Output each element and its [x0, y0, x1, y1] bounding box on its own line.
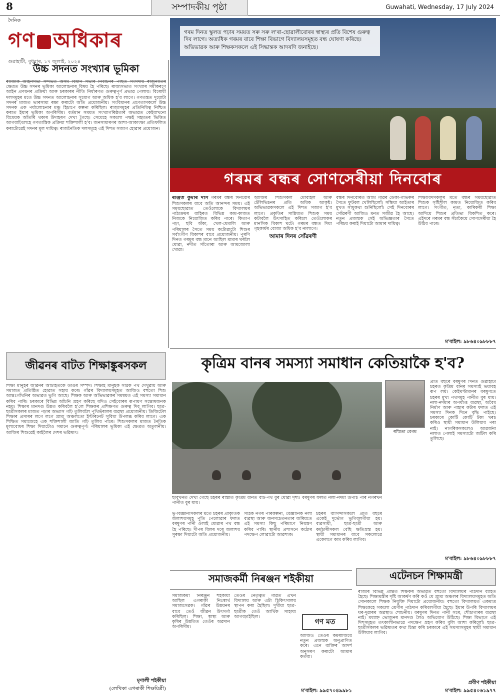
summer-headline: গৰমৰ বন্ধৰ সোণসেৰীয়া দিনবোৰ: [170, 168, 496, 192]
flood-column: ভূ-বিজ্ঞানীসকলৰ মতে চহৰৰ প্ৰাকৃতিক জলাশয়সমূহ পুতি পেলোৱাৰ ফলত বৰষুণৰ পানী ওলাই যোৱাৰ পথ বন্ধ হৈ পৰিছে। দীপৰ বিলৰ দৰে জলাশয় সুৰক্ষা দিয়াটো অতি প্ৰয়োজনীয়।: [172, 512, 240, 538]
logo-emblem-icon: [37, 35, 51, 49]
minister-headline: এটেনচন শিক্ষামন্ত্ৰী: [356, 568, 496, 586]
summer-article-column: [172, 196, 250, 346]
education-column-headline: জীৱনৰ বাটত শিক্ষাঙ্কুৰসকল: [6, 352, 166, 380]
summer-article-column: শিক্ষাবিদসকলৰ মতে বন্ধৰ সময়ছোৱাত শিশুক সৃষ্টিশীল কামত নিয়োজিত কৰিব লাগে। সংগীত, নৃত্য, কাৰিকৰী শিক্ষা আদিয়ে শিশুৰ প্ৰতিভা বিকশিত কৰে। এইদৰে গৰমৰ বন্ধ সঁচাকৈয়ে সোণসেৰীয়া হৈ উঠিব পাৰে।: [418, 196, 496, 227]
social-worker-headline: সমাজকৰ্মী নিৰঞ্জন শইকীয়া: [170, 570, 352, 590]
author-name: ৰশ্মিতা বেগম: [393, 430, 417, 435]
summer-col2: আজিৰ শিশুসকল মোবাইল আৰু টেলিভিচনৰ প্ৰতি অধিক আকৃষ্ট। অভিভাৱকসকলে এই দিশত সজাগ হ'ব লাগে। প্ৰকৃতিৰ সান্নিধ্যত শিশুক সময় কটাবলৈ উৎসাহিত কৰিলে তেওঁলোকৰ মানসিক বিকাশ ঘটে। গৰমৰ বন্ধত দিয়া গৃহকাৰ্যৰ বোজা অধিক হ'ব নালাগে।: [254, 196, 332, 233]
masthead: [8, 18, 168, 65]
summer-article-column: বন্ধৰ দিনবোৰত আমি গাঁৱৰ ডেকা-গাভৰুৰ সৈতে ফুটবল খেলিছিলোঁ। সন্ধিয়া আইতাৰ মুখত সাধুকথা শুনিছিলোঁ। সেই দিনবোৰৰ সোঁৱৰণী আজিও মনত সজীৱ হৈ আছে। নতুন প্ৰজন্মক সেই অভিজ্ঞতাৰ সৈতে পৰিচয় কৰাই দিয়াটো আমাৰ দায়িত্ব।: [336, 196, 414, 227]
summer-contact: ম'বাইল: ৯৮৬৪০৯৮৮৮৭: [445, 339, 496, 345]
education-column: [6, 384, 166, 696]
page-header: [0, 0, 500, 16]
figure-shape: [292, 470, 301, 480]
masthead-logo: [8, 26, 168, 59]
editorial-body: ৰাজ্যিক আইনসভা সন্দৰ্ভত অসম বিধান সভাৰ নিৰ্বাচনৰ পাছত সংসদীয় ৰাজনীতিৰ ক্ষেত্ৰত উচ্চ সদনৰ ভূমিকা আলোচনাৰ বিষয় হৈ পৰিছে। ৰাজ্যসভাত সংখ্যাৰ সমীকৰণে আইন প্ৰণয়নৰ প্ৰক্ৰিয়া আৰু চৰকাৰৰ নীতি নিৰ্ধাৰণত গুৰুত্বপূৰ্ণ প্ৰভাৱ পেলায়। বিৰোধী দলসমূহৰ মতে উচ্চ সদনত আলোচনাৰ সুযোগ আৰু অধিক হ'ব লাগে। গণতন্ত্ৰত দুয়োটা সদনৰ মাজত ভাৰসাম্য ৰক্ষা কৰাটো অতি প্ৰয়োজনীয়। সংবিধানৰ প্ৰণেতাসকলে উচ্চ সদনক এক পৰ্যালোচনাৰ মঞ্চ হিচাপে কল্পনা কৰিছিল। ৰাজ্যসমূহৰ প্ৰতিনিধিত্ব নিশ্চিত কৰাত ইয়াৰ ভূমিকা অপৰিসীম। বৰ্তমান সময়ত সংখ্যাগৰিষ্ঠতাৰ অভাৱত কেইবাখনো বিধেয়ক আঁতৰি থকাৰ উদাহৰণ দেখা গৈছে। সেয়েহে সকলো পক্ষই সহমতৰ ভিত্তিত আগবাঢ়িলেহে গণতান্ত্ৰিক প্ৰক্ৰিয়া শক্তিশালী হ'ব। জনসাধাৰণৰ আশা-আকাংক্ষা প্ৰতিফলিত কৰাটোৱেই সদনৰ মূল দায়িত্ব। ৰাজনৈতিক দলসমূহে এই দিশত সজাগ হোৱাৰ প্ৰয়োজন।: [6, 80, 166, 132]
summer-article-column: [254, 196, 332, 346]
child-figure: [466, 116, 482, 160]
flood-column: [386, 436, 426, 556]
banner-photo: [170, 18, 496, 168]
social-worker-column: সমাজকৰ্মী নিৰঞ্জন শইকীয়া আছিল এগৰাকী নিঃস্বাৰ্থ সমাজসেৱক। গাঁৱৰ উন্নয়নৰ বাবে তেওঁ জীৱন উৎসৰ্গা কৰিছিল। শিক্ষা, স্বাস্থ্য আৰু কৃষিৰ উন্নতিত তেওঁৰ অৱদান অপৰিসীম।: [172, 594, 230, 631]
social-worker-column: তেওঁৰ নেতৃত্বত গাঁৱত এখন বিদ্যালয় আৰু এটা চিকিৎসালয় স্থাপন কৰা হৈছিল। দুখীয়া ছাত্ৰ-ছাত্ৰীক তেওঁ আৰ্থিক সাহায্য আগবঢ়াইছিল।: [234, 594, 296, 620]
flood-photo-caption: ছবিখনত দেখা গৈছে চহৰৰ ৰাস্তাত কৃত্ৰিম বানত বাট-পথ বুৰ যোৱা দৃশ্য। বৰষুণৰ ফলত নলা-নৰ্দমা উপচি পৰি নগৰখন পানীত বুৰ যায়।: [172, 496, 382, 507]
figure-shape: [212, 470, 221, 480]
flood-contact: ম'বাইল: ৯৮৬৪০৯৮৮৮৭: [445, 556, 496, 562]
brand-left: গণ: [8, 28, 36, 52]
dateline: Guwahati, Wednesday, 17 July 2024: [385, 4, 494, 11]
masthead-tagline: দৈনিক: [8, 18, 21, 24]
figure-shape: [332, 470, 341, 480]
education-signature: মৃণালী শইকীয়া: [136, 678, 166, 684]
social-worker-column: আজিও তেওঁৰ কৰ্মৰাজিয়ে নতুন প্ৰজন্মক অনুপ্ৰাণিত কৰে। এনে ব্যক্তিৰ আদৰ্শ অনুসৰণ কৰাটো আমাৰ কৰ্তব্য।: [300, 634, 352, 660]
education-column-body: শিক্ষা মানুহৰ জীৱনৰ আটাইতকৈ ডাঙৰ সম্পদ। শিক্ষাই মানুহক সঠিক পথ দেখুৱায় আৰু সমাজত প্ৰতিষ্ঠিত হোৱাত সহায় কৰে। গাঁৱৰ বিদ্যালয়সমূহত আজিও বহুতো শিশু আন্তঃগাঁথনিৰ অভাৱত ভুগি আছে। শিক্ষক আৰু অভিভাৱকৰ সমন্বয়ত এই সমস্যা সমাধান কৰিব পাৰি। চৰকাৰে বিভিন্ন আঁচনি গ্ৰহণ কৰিছে যদিও সেইবোৰৰ ৰূপায়ণ সন্তোষজনক নহয়। শিক্ষাৰ মানদণ্ড উন্নত কৰিবলৈ হ'লে শিক্ষকৰ প্ৰশিক্ষণত গুৰুত্ব দিব লাগিব। ছাত্ৰ-ছাত্ৰীসকলৰ মাজত পঢ়াৰ অভ্যাস গঢ়ি তুলিবলৈ পুথিভঁৰালৰ ব্যৱস্থা প্ৰয়োজনীয়। ডিজিটেল শিক্ষাৰ প্ৰসাৰৰ লগে লগে গ্ৰাম্য অঞ্চলতো ইণ্টাৰনেট সুবিধা উপলব্ধ কৰিব লাগে। এক শিক্ষিত সমাজেহে এক শক্তিশালী জাতি গঢ়ি তুলিব পাৰে। শিশুসকলৰ মাজত নৈতিক মূল্যবোধৰ শিক্ষা দিয়াটোও সমানে গুৰুত্বপূৰ্ণ। পৰিয়ালৰ ভূমিকা এই ক্ষেত্ৰত অতুলনীয়। আজিৰ শিশুৱেই কাইলৈৰ দেশৰ ভৱিষ্যৎ।: [6, 384, 166, 436]
summer-byline: ৰঞ্জিত কুমাৰ দাস: [172, 196, 209, 201]
section-divider: [170, 348, 496, 349]
road-shape: [172, 449, 382, 494]
gana-mata-label: গণ মত: [302, 614, 348, 630]
banner-caption: গৰম দিনত স্কুলত পঢ়াৰ সময়ত সৰু সৰু ল'ৰা-ছোৱালীবোৰৰ স্বাস্থ্যৰ প্ৰতি বিশেষ গুৰুত্ব দিব লাগে। অত্যধিক গৰমৰ বাবে শিক্ষা বিভাগে বিদ্যালয়সমূহত বন্ধ ঘোষণা কৰিছে। অভিভাৱক আৰু শিক্ষকসকলে এই সিদ্ধান্তক আদৰণি জনাইছে।: [180, 26, 380, 56]
minister-signature: প্ৰবীণ শইকীয়া: [468, 680, 496, 686]
child-figure: [415, 116, 431, 160]
section-title: সম্পাদকীয় পৃষ্ঠা: [151, 0, 248, 16]
social-worker-contact: ম'বাইল: ৯৯৫৭০৪৯৯৮১: [301, 688, 352, 694]
tree-shape: [172, 382, 232, 452]
minister-contact: ম'বাইল: ৯৯৫৪০৬১৯৭৭: [445, 688, 496, 694]
flood-column: সঠিক নগৰ পৰিকল্পনা, বৈজ্ঞানিক নলা ব্যৱস্থা আৰু জনসচেতনতাৰ জৰিয়তে এই সমস্যা কিছু পৰিমাণে নিয়ন্ত্ৰণ কৰিব পাৰি। স্থানীয় প্ৰশাসনে কঠোৰ পদক্ষেপ লোৱাটো আৱশ্যক।: [244, 512, 312, 538]
tree-shape: [252, 382, 342, 442]
editorial-headline: উচ্চ সদনত সংখ্যাৰ ভূমিকা: [6, 62, 166, 82]
summer-subhead: আমাৰ দিনৰ সোঁৱৰণী: [269, 234, 317, 241]
column-divider: [168, 60, 169, 348]
page-number: 8: [6, 2, 13, 13]
flood-headline: কৃত্ৰিম বানৰ সমস্যা সমাধান কেতিয়াকৈ হ'ব?: [201, 353, 465, 372]
child-figure: [440, 116, 456, 160]
brand-right: অধিকাৰ: [53, 28, 123, 52]
child-figure: [390, 116, 406, 160]
flood-column: চহৰৰ বাসিন্দাসকলে প্ৰতি বছৰে একেই দুৰ্ভোগ ভুগিবলগীয়া হয়। ব্যৱসায়ী, ছাত্ৰ-ছাত্ৰী আৰু কৰ্মচাৰীসকল বেছি ক্ষতিগ্ৰস্ত হয়। স্থায়ী সমাধানৰ বাবে সকলোৱে একেলগে কাম কৰিব লাগিব।: [316, 512, 382, 543]
minister-letter: ৰাজ্যৰ বিভিন্ন প্ৰান্তত শিক্ষকৰ অভাৱত বহুতো বিদ্যালয়ৰ পাঠদান ব্যাহত হৈছে। শিক্ষামন্ত্ৰীৰ দৃষ্টি আকৰ্ষণ কৰি কওঁ যে গ্ৰাম্য অঞ্চলৰ বিদ্যালয়সমূহত অতি সোনকালে শিক্ষক নিযুক্তি দিয়াটো প্ৰয়োজনীয়। বহুতো বিদ্যালয়ত একমাত্ৰ শিক্ষকেহে সকলো শ্ৰেণীৰ পাঠদান কৰিবলগীয়া হৈছে। ইয়াৰ উপৰি বিদ্যালয়ৰ ঘৰ-দুৱাৰৰ অৱস্থাও শোচনীয়। বৰষুণৰ দিনত পানী সৰে, শৌচাগাৰৰ ব্যৱস্থা নাই। মধ্যাহ্ন ভোজনৰ মানদণ্ড লৈও অভিযোগ উঠিছে। শিক্ষা বিভাগে এই দিশসমূহত তৎকালীনভাৱে পদক্ষেপ গ্ৰহণ কৰিব বুলি আশা কৰিলোঁ। ছাত্ৰ-ছাত্ৰীসকলৰ ভৱিষ্যতৰ কথা চিন্তা কৰি চৰকাৰে এই সমস্যাসমূহৰ স্থায়ী সমাধান উলিয়াব লাগিব।: [358, 590, 496, 637]
summer-col1: গৰমৰ বন্ধৰ দিনবোৰ শিশুসকলৰ বাবে অতি আনন্দৰ সময়। এই সময়ছোৱাত তেওঁলোকে বিদ্যালয়ৰ পাঠ্যক্ৰমৰ বাহিৰত বিভিন্ন কাম-কাজত নিজকে নিয়োজিত কৰিব পাৰে। কিতাপ পঢ়া, ছবি অঁকা, খেল-ধেমালি আৰু পৰিয়ালৰ সৈতে সময় কটোৱাটো শিশুৰ সৰ্বাংগীণ বিকাশৰ বাবে প্ৰয়োজনীয়। পুৰণি দিনত গৰমৰ বন্ধ মানে আছিল মামাৰ ঘৰলৈ যোৱা, নদীত সাঁতোৰা আৰু আমজোলা খোৱা।: [172, 196, 250, 254]
figure-shape: [242, 470, 251, 480]
education-signature-note: (লেখিকা এগৰাকী শিক্ষয়িত্ৰী): [109, 686, 166, 692]
flood-photo: [172, 382, 382, 494]
flood-right-column: প্ৰতি বছৰে বৰষুণৰ দিনত গুৱাহাটী চহৰত কৃত্ৰিম বানৰ সমস্যাই ভয়াবহ ৰূপ লয়। কেইঘণ্টামানৰ বৰষুণতে চহৰৰ মুখ্য পথসমূহ পানীত বুৰ যায়। নলা-নৰ্দমাৰ অপৰ্যাপ্ত ব্যৱস্থা, অবৈধ নিৰ্মাণ আৰু পাহাৰ কটাৰ ফলত এই সমস্যা দিনক দিনে বৃদ্ধি পাইছে। চৰকাৰে কোটি কোটি টকা খৰচ কৰিও স্থায়ী সমাধান উলিয়াব পৰা নাই। নাগৰিকসকলেও আৱৰ্জনা নলাত পেলাই সমস্যাটো জটিল কৰি তুলিছে।: [430, 380, 496, 442]
masthead-meta: গুৱাহাটী, বুধবাৰ, ১৭ জুলাই, ২০২৪: [8, 59, 81, 65]
author-photo: [385, 380, 425, 428]
